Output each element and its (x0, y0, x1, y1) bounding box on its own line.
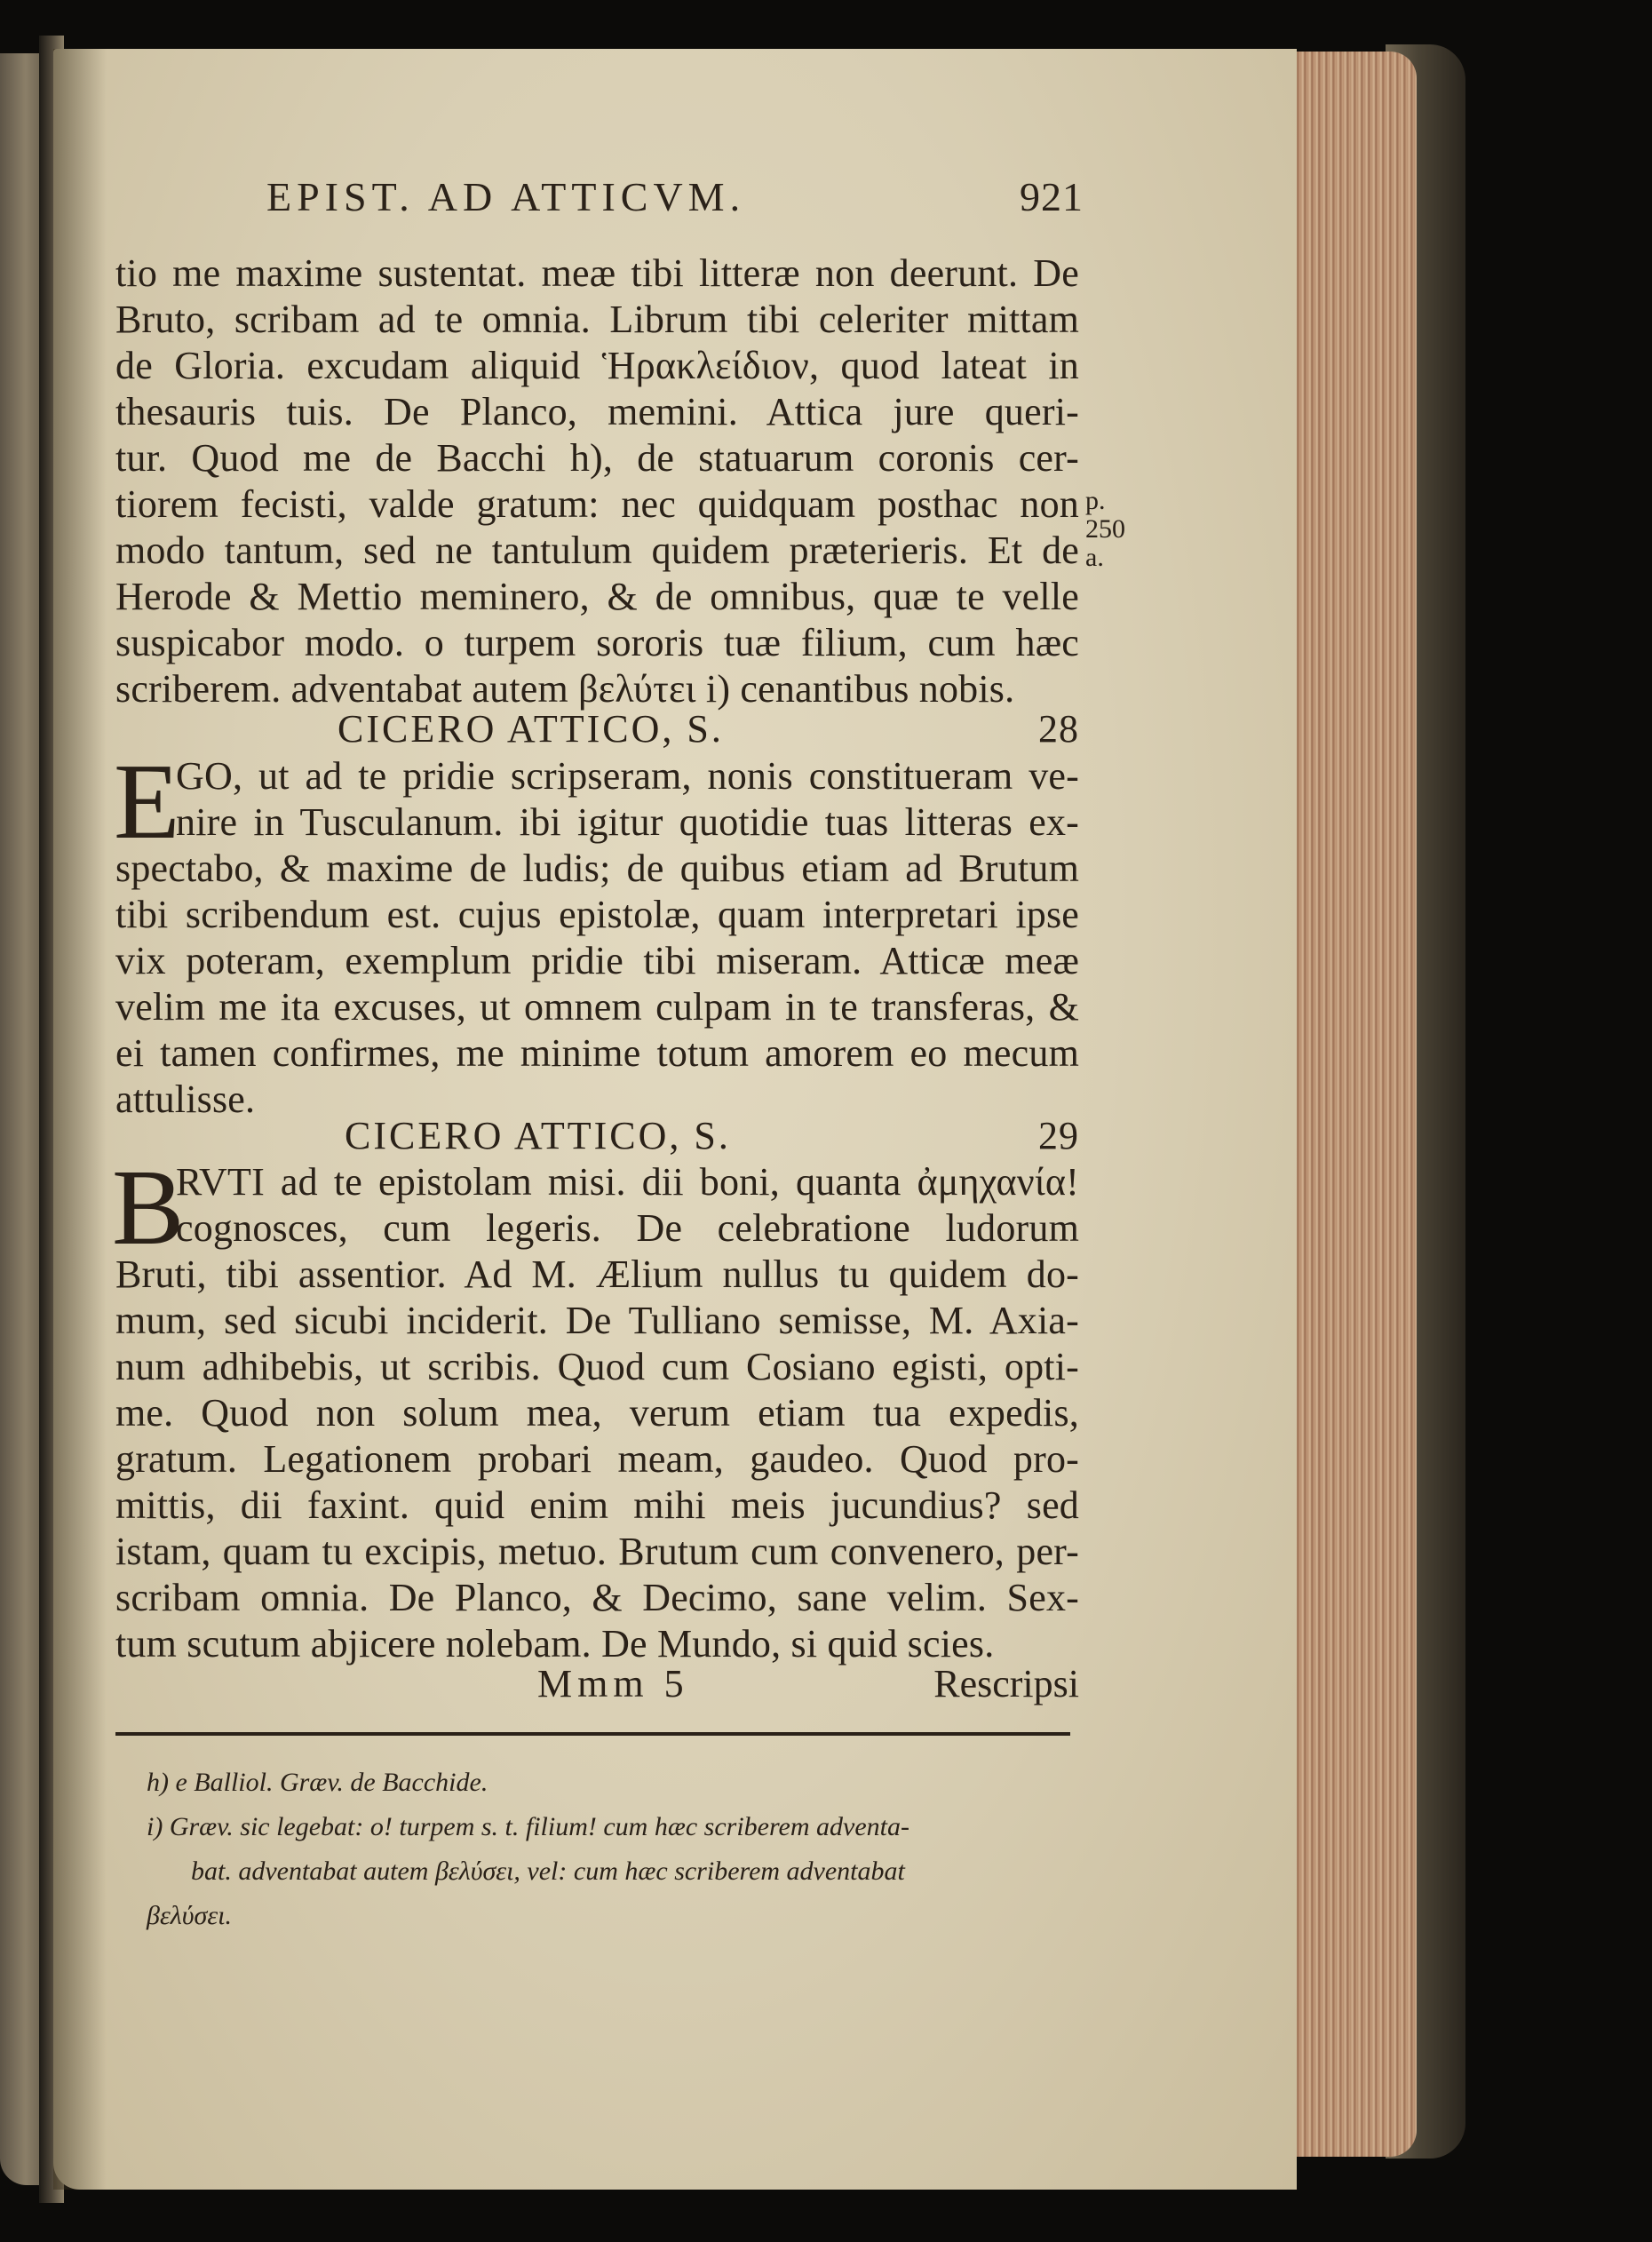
letter-text-indented (176, 1159, 1079, 1252)
text-line: Bruto, scribam ad te omnia. Librum tibi celeriter mittam (115, 298, 1079, 341)
text-line: RVTI ad te epistolam misi. dii boni, quanta ἀμηχανία! (176, 1160, 1079, 1204)
text-line: tum scutum abjicere nolebam. De Mundo, si quid scies. (115, 1622, 995, 1666)
footnote: i) Græv. sic legebat: o! turpem s. t. filium! cum hæc scriberem adventa- (147, 1812, 909, 1841)
page-edges (1279, 52, 1417, 2157)
text-line: Herode & Mettio meminero, & de omnibus, quæ te velle (115, 575, 1079, 618)
text-line: tur. Quod me de Bacchi h), de statuarum coronis cer- (115, 436, 1079, 480)
text-line: ei tamen confirmes, me minime totum amorem eo mecum (115, 1031, 1079, 1075)
footnote-continuation: bat. adventabat autem βελύσει, vel: cum hæc scriberem adventabat (191, 1856, 905, 1886)
text-line: cognosces, cum legeris. De celebratione ludorum (176, 1206, 1079, 1250)
text-line: spectabo, & maxime de ludis; de quibus etiam ad Brutum (115, 847, 1079, 890)
text-line: tiorem fecisti, valde gratum: nec quidquam posthac non (115, 482, 1079, 526)
running-title: EPIST. AD ATTICVM. (266, 174, 746, 219)
text-line: Bruti, tibi assentior. Ad M. Ælium nullus tu quidem do- (115, 1252, 1079, 1296)
text-line: modo tantum, sed ne tantulum quidem præterieris. Et de (115, 529, 1079, 572)
text-line: thesauris tuis. De Planco, memini. Attica jure queri- (115, 390, 1079, 433)
margin-note-line: a. (1085, 543, 1104, 572)
margin-note-line: 250 (1085, 514, 1125, 544)
letter-text (115, 846, 1079, 1123)
drop-cap: B (112, 1148, 185, 1268)
text-line: tibi scribendum est. cujus epistolæ, quam interpretari ipse (115, 893, 1079, 936)
letter-heading (115, 706, 1079, 756)
letter-number: 28 (1038, 707, 1079, 751)
facing-page-edge (0, 53, 43, 2185)
page-number: 921 (1020, 174, 1084, 219)
letter-text (115, 1252, 1079, 1667)
letter-text-indented (176, 753, 1079, 846)
text-line: istam, quam tu excipis, metuo. Brutum cum convenero, per- (115, 1530, 1079, 1573)
letter-number: 29 (1038, 1114, 1079, 1157)
text-line: GO, ut ad te pridie scripseram, nonis constitueram ve- (176, 754, 1079, 798)
text-line: mittis, dii faxint. quid enim mihi meis jucundius? sed (115, 1483, 1079, 1527)
footnote-rule (115, 1732, 1070, 1736)
text-line: vix poteram, exemplum pridie tibi miseram. Atticæ meæ (115, 939, 1079, 982)
text-line: mum, sed sicubi inciderit. De Tulliano semisse, M. Axia- (115, 1299, 1079, 1342)
margin-note-line: p. (1085, 486, 1106, 515)
catchword: Rescripsi (933, 1662, 1079, 1705)
text-line: scriberem. adventabat autem βελύτει i) cenantibus nobis. (115, 667, 1015, 711)
text-line: scribam omnia. De Planco, & Decimo, sane velim. Sex- (115, 1576, 1079, 1619)
running-header (266, 173, 1084, 227)
footnotes (147, 1761, 1079, 1938)
text-line: nire in Tusculanum. ibi igitur quotidie tuas litteras ex- (176, 800, 1079, 844)
footnote-continuation: βελύσει. (147, 1901, 232, 1930)
text-block-continuation (115, 250, 1079, 712)
margin-note (1085, 487, 1125, 572)
text-line: gratum. Legationem probari meam, gaudeo. Quod pro- (115, 1437, 1079, 1481)
letter-heading (115, 1113, 1079, 1163)
text-line: attulisse. (115, 1077, 256, 1121)
text-line: tio me maxime sustentat. meæ tibi litteræ non deerunt. De (115, 251, 1079, 295)
signature-mark: Mmm 5 (537, 1662, 689, 1705)
footnote: h) e Balliol. Græv. de Bacchide. (147, 1768, 488, 1797)
text-line: velim me ita excuses, ut omnem culpam in te transferas, & (115, 985, 1079, 1029)
text-line: de Gloria. excudam aliquid Ἡρακλείδιον, quod lateat in (115, 344, 1079, 387)
letter-heading-text: CICERO ATTICO, S. (338, 707, 724, 751)
text-line: num adhibebis, ut scribis. Quod cum Cosiano egisti, opti- (115, 1345, 1079, 1388)
letter-heading-text: CICERO ATTICO, S. (345, 1114, 731, 1157)
text-line: me. Quod non solum mea, verum etiam tua expedis, (115, 1391, 1079, 1435)
drop-cap: E (114, 742, 180, 862)
text-line: suspicabor modo. o turpem sororis tuæ filium, cum hæc (115, 621, 1079, 664)
signature-line (115, 1661, 1079, 1707)
